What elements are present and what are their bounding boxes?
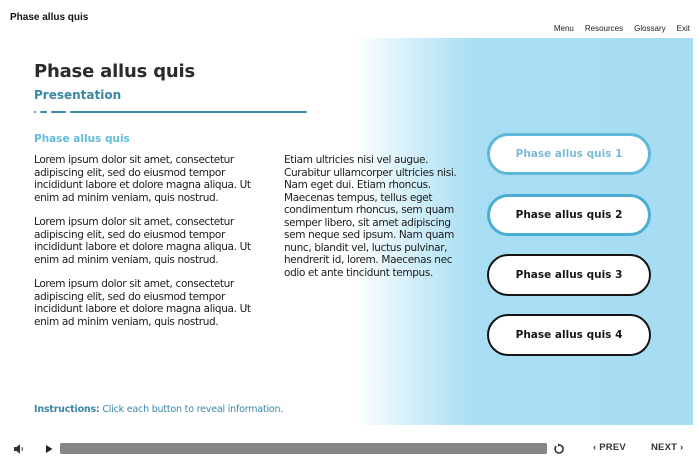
divider-line: [70, 111, 307, 113]
playbar: [0, 438, 700, 460]
divider-dash-short: [40, 111, 47, 113]
resources-link[interactable]: Resources: [584, 24, 624, 33]
instructions-label: Instructions:: [34, 404, 100, 415]
next-button[interactable]: [651, 442, 683, 453]
top-nav: [554, 24, 690, 33]
progress-fill: [60, 443, 547, 454]
chevron-right-icon: ›: [679, 442, 684, 453]
phase-button-3[interactable]: Phase allus quis 3: [487, 254, 651, 296]
progress-bar[interactable]: [60, 443, 547, 454]
phase-button-2[interactable]: Phase allus quis 2: [487, 194, 651, 236]
next-label: NEXT: [651, 442, 678, 453]
phase-button-4[interactable]: Phase allus quis 4: [487, 314, 651, 356]
glossary-link[interactable]: Glossary: [634, 24, 666, 33]
divider-dash-medium: [51, 111, 66, 113]
instructions: [34, 404, 283, 415]
prev-button[interactable]: [593, 442, 626, 453]
exit-link[interactable]: Exit: [676, 24, 690, 33]
menu-link[interactable]: Menu: [553, 24, 574, 33]
slide-title: Phase allus quis: [34, 61, 196, 82]
play-icon[interactable]: [42, 442, 56, 456]
paragraph: Etiam ultricies nisi vel augue. Curabitur ullamcorper ultricies nisi. Nam eget dui. Etiam rhoncus. Maecenas tempus, tellus eget condimentum rhoncus, sem quam semper libero, sit amet adipiscing sem neque sed ipsum. Nam quam nunc, blandit vel, luctus pulvinar, hendrerit id, lorem. Maecenas nec odio et ante tincidunt tempus.: [284, 154, 457, 279]
slide-subtitle: Presentation: [34, 88, 122, 102]
replay-icon[interactable]: [552, 442, 566, 456]
section-heading: Phase allus quis: [34, 133, 130, 145]
body-text-right: [284, 154, 459, 291]
paragraph: Lorem ipsum dolor sit amet, consectetur adipiscing elit, sed do eiusmod tempor incididunt labore et dolore magna aliqua. Ut enim ad minim veniam, quis nostrud.: [34, 278, 251, 328]
course-title: Phase allus quis: [10, 12, 89, 23]
paragraph: Lorem ipsum dolor sit amet, consectetur adipiscing elit, sed do eiusmod tempor incididunt labore et dolore magna aliqua. Ut enim ad minim veniam, quis nostrud.: [34, 154, 251, 204]
body-text-left: [34, 154, 274, 340]
speaker-icon[interactable]: [12, 442, 26, 456]
instructions-text: Click each button to reveal information.: [99, 404, 284, 415]
chevron-left-icon: ‹: [593, 442, 597, 453]
paragraph: Lorem ipsum dolor sit amet, consectetur adipiscing elit, sed do eiusmod tempor incididunt labore et dolore magna aliqua. Ut enim ad minim veniam, quis nostrud.: [34, 216, 251, 266]
prev-label: PREV: [599, 442, 626, 453]
phase-button-1[interactable]: Phase allus quis 1: [487, 133, 651, 175]
divider-dot: [34, 111, 36, 113]
